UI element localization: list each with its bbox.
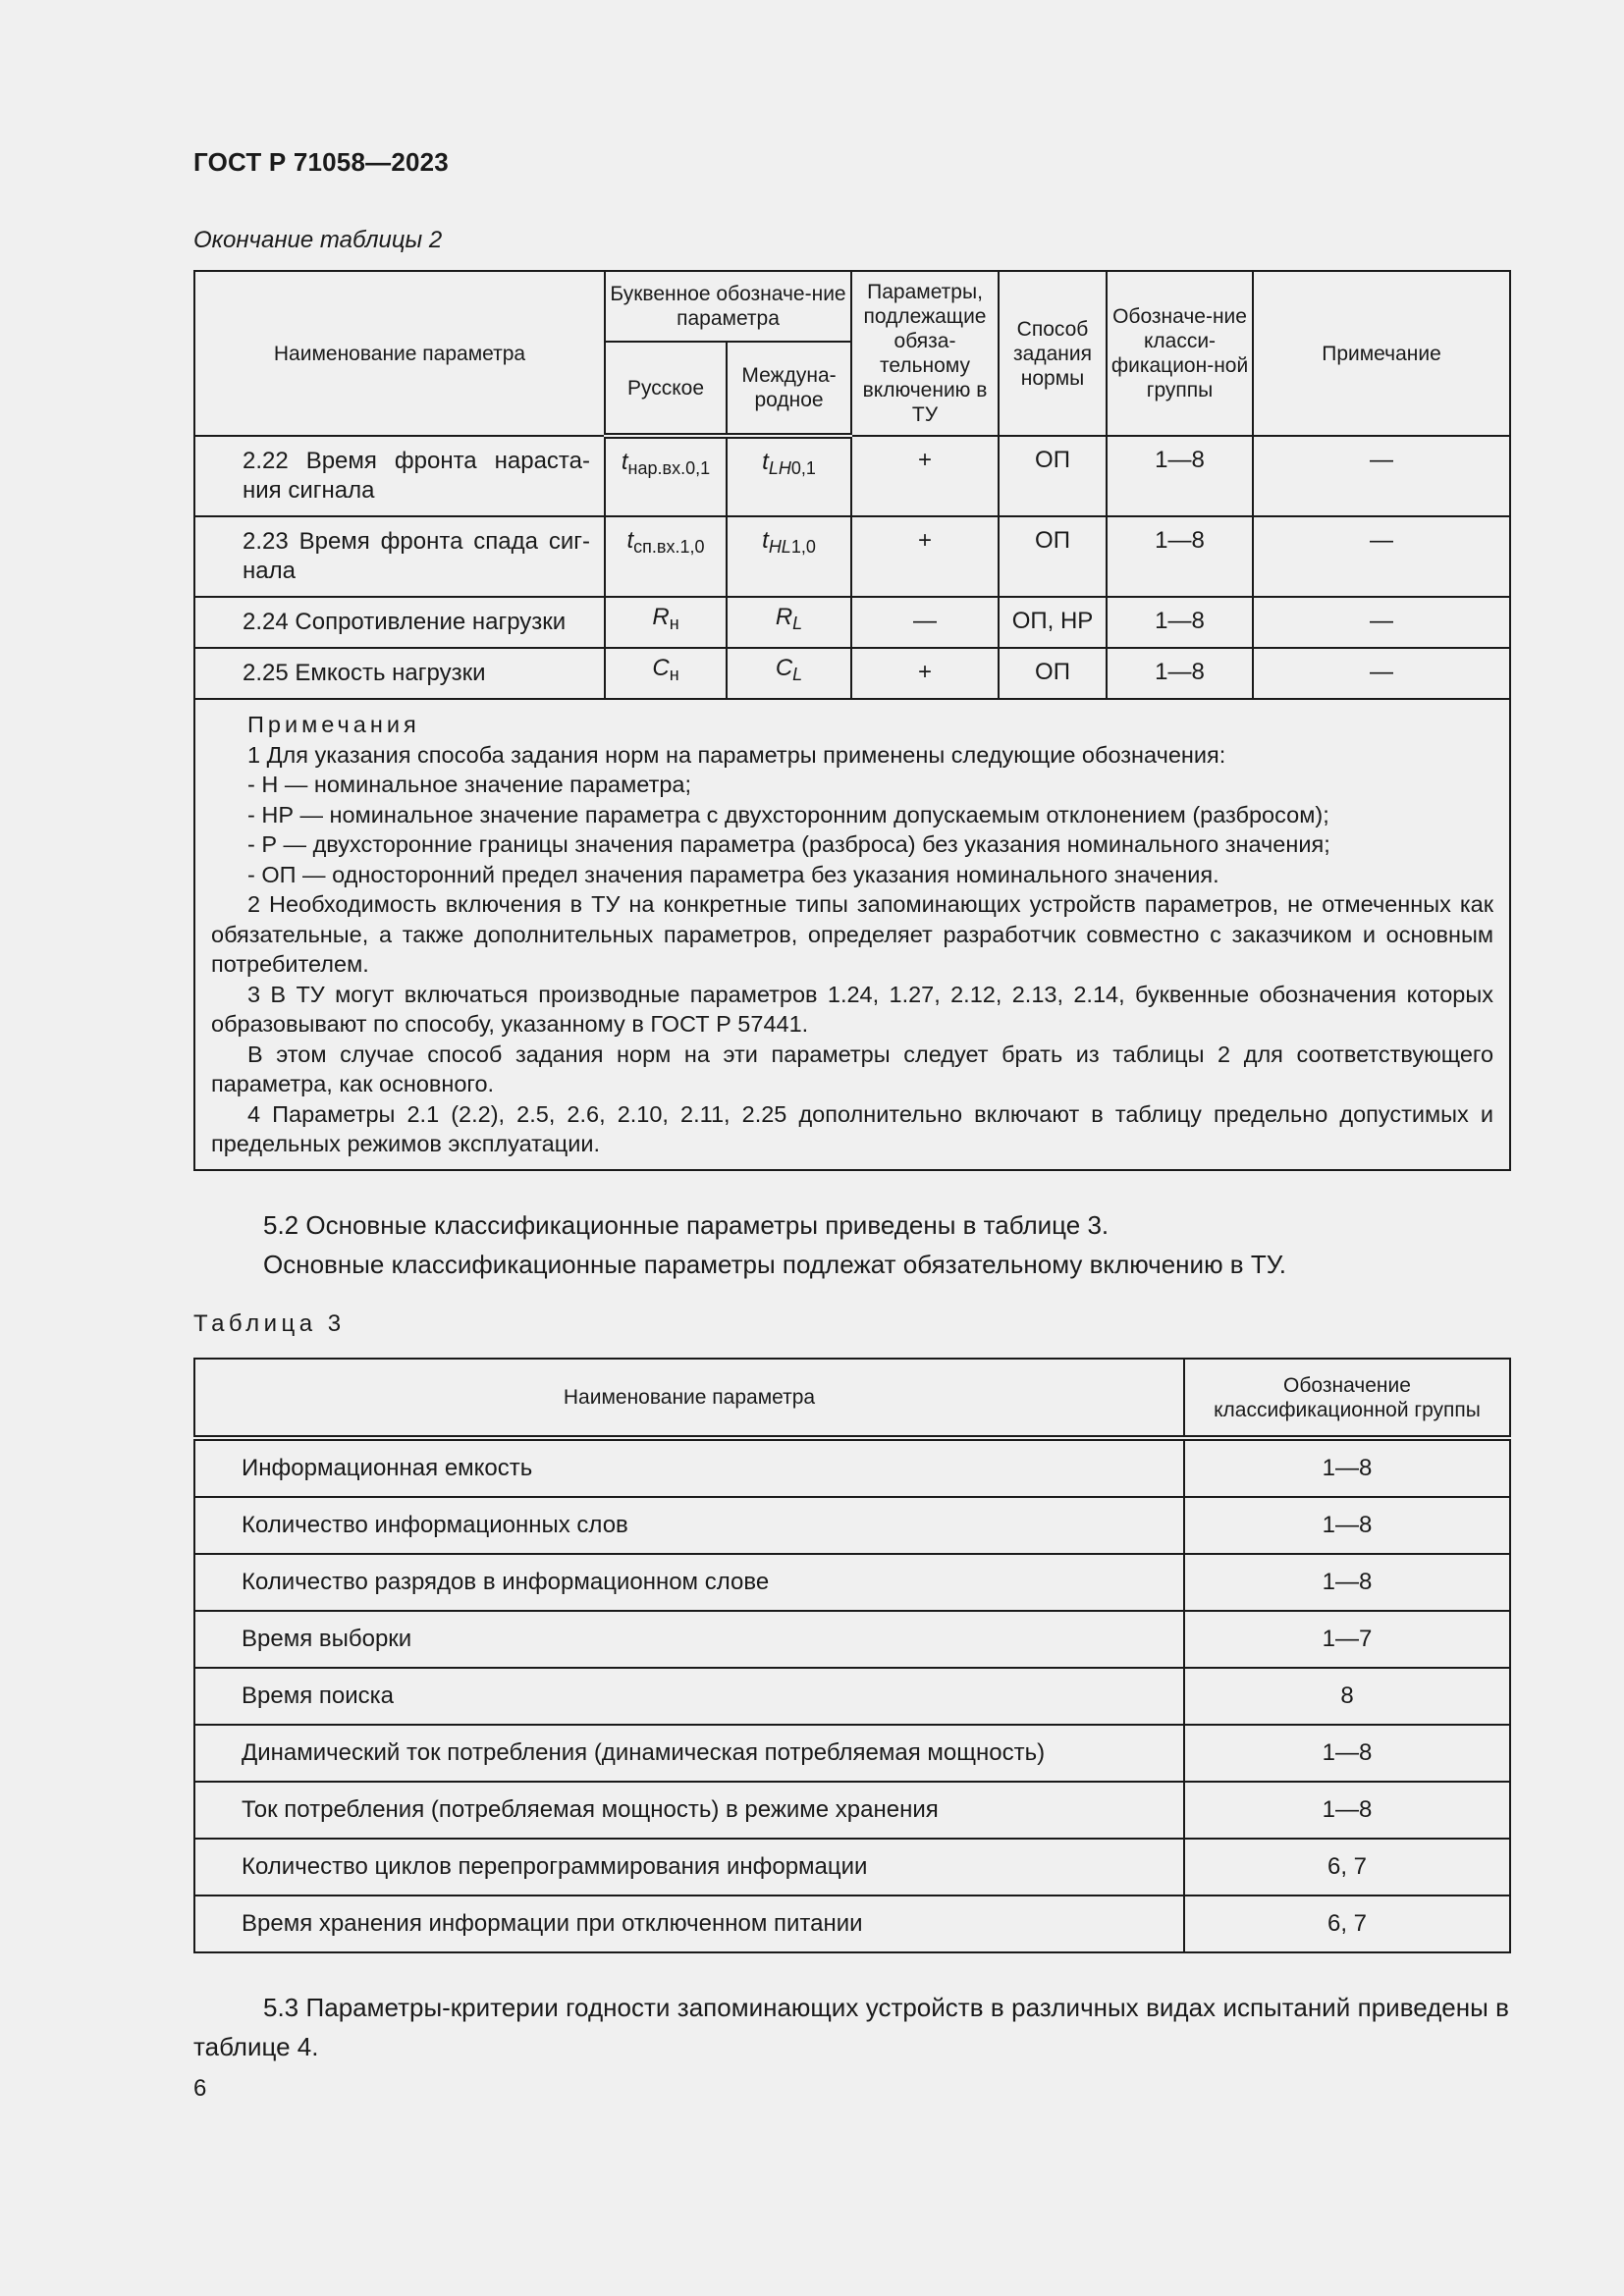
norm-method: ОП: [999, 516, 1107, 597]
table-row: [194, 1839, 1510, 1896]
param-name: Динамический ток потребления (динамическая потребляемая мощность): [194, 1725, 1184, 1782]
class-group: 1—8: [1184, 1725, 1510, 1782]
param-name: Время поиска: [194, 1668, 1184, 1725]
header-class-group: Обозначе-ние класси-фикацион-ной группы: [1107, 271, 1253, 436]
param-number: 2.24: [243, 609, 289, 635]
note: —: [1253, 597, 1510, 648]
class-group: 1—8: [1184, 1554, 1510, 1611]
header-name: Наименование параметра: [194, 1359, 1184, 1438]
table-row: [194, 1725, 1510, 1782]
param-name-cell: [194, 516, 605, 597]
mandatory-mark: +: [851, 436, 999, 516]
param-name: Время хранения информации при отключенном питании: [194, 1896, 1184, 1952]
param-name: Время выборки: [194, 1611, 1184, 1668]
table-row: [194, 516, 1510, 597]
mandatory-mark: +: [851, 516, 999, 597]
header-international: Междуна-родное: [727, 342, 851, 436]
note-3-continuation: В этом случае способ задания норм на эти параметры следует брать из таблицы 2 для соответствующего параметра, как основного.: [211, 1041, 1494, 1096]
param-name: Время фронта нараста-ния сигнала: [243, 448, 590, 504]
russian-symbol: $t_{нар.вх.0,1}$: [605, 436, 727, 516]
param-name: Сопротивление нагрузки: [295, 609, 567, 635]
note: —: [1253, 436, 1510, 516]
class-group: 1—8: [1107, 436, 1253, 516]
param-name: Время фронта спада сиг-нала: [243, 528, 590, 584]
mandatory-mark: —: [851, 597, 999, 648]
table-2: [193, 270, 1511, 1171]
header-note: Примечание: [1253, 271, 1510, 436]
table-row: [194, 597, 1510, 648]
header-letter-designation: Буквенное обозначе-ние параметра: [605, 271, 851, 342]
norm-method: ОП: [999, 648, 1107, 699]
class-group: 8: [1184, 1668, 1510, 1725]
paragraph-5-2: 5.2 Основные классификационные параметры приведены в таблице 3.: [263, 1210, 1110, 1240]
param-number: 2.22: [243, 448, 289, 474]
table-3: [193, 1358, 1511, 1953]
note-2: 2 Необходимость включения в ТУ на конкретные типы запоминающих устройств параметров, не отмеченных как обязательные, а также дополнительных параметров, определяет разработчик совместно с заказчиком и основным потребителем.: [211, 891, 1494, 977]
class-group: 1—8: [1107, 516, 1253, 597]
param-name-cell: [194, 597, 605, 648]
russian-symbol: $t_{сп.вх.1,0}$: [605, 516, 727, 597]
international-symbol: $R_L$: [727, 597, 851, 648]
table2-caption: Окончание таблицы 2: [193, 227, 443, 253]
table-row: [194, 648, 1510, 699]
table-row: [194, 1438, 1510, 1497]
param-name: Количество циклов перепрограммирования информации: [194, 1839, 1184, 1896]
note-1-item: - ОП — односторонний предел значения параметра без указания номинального значения.: [247, 861, 1219, 887]
header-name: Наименование параметра: [194, 271, 605, 436]
class-group: 1—8: [1184, 1497, 1510, 1554]
russian-symbol: $C_н$: [605, 648, 727, 699]
note: —: [1253, 516, 1510, 597]
header-russian: Русское: [605, 342, 727, 436]
class-group: 1—8: [1184, 1438, 1510, 1497]
note-1-item: - НР — номинальное значение параметра с двухсторонним допускаемым отклонением (разбросом);: [247, 801, 1329, 828]
note-4: 4 Параметры 2.1 (2.2), 2.5, 2.6, 2.10, 2.11, 2.25 дополнительно включают в таблицу предельно допустимых и предельных режимов эксплуатации.: [211, 1100, 1494, 1156]
notes-title: Примечания: [247, 712, 420, 737]
note-1: 1 Для указания способа задания норм на параметры применены следующие обозначения:: [247, 741, 1226, 768]
param-number: 2.25: [243, 660, 289, 686]
table-row: [194, 1782, 1510, 1839]
note-1-item: - Н — номинальное значение параметра;: [247, 772, 691, 797]
class-group: 6, 7: [1184, 1896, 1510, 1952]
international-symbol: $C_L$: [727, 648, 851, 699]
class-group: 1—8: [1184, 1782, 1510, 1839]
document-header: ГОСТ Р 71058—2023: [193, 147, 449, 177]
class-group: 1—7: [1184, 1611, 1510, 1668]
param-name: Количество разрядов в информационном слове: [194, 1554, 1184, 1611]
param-name-cell: [194, 648, 605, 699]
class-group: 6, 7: [1184, 1839, 1510, 1896]
table-row: [194, 1896, 1510, 1952]
param-name: Ток потребления (потребляемая мощность) в режиме хранения: [194, 1782, 1184, 1839]
header-norm-method: Способ задания нормы: [999, 271, 1107, 436]
mandatory-mark: +: [851, 648, 999, 699]
norm-method: ОП, НР: [999, 597, 1107, 648]
param-name-cell: [194, 436, 605, 516]
header-mandatory: Параметры, подлежащие обяза-тельному включению в ТУ: [851, 271, 999, 436]
note: —: [1253, 648, 1510, 699]
note-1-item: - Р — двухсторонние границы значения параметра (разброса) без указания номинального значения;: [247, 831, 1330, 857]
param-name: Емкость нагрузки: [295, 660, 486, 686]
table-row: [194, 1611, 1510, 1668]
international-symbol: $t_{LH0,1}$: [727, 436, 851, 516]
russian-symbol: $R_н$: [605, 597, 727, 648]
page-number: 6: [193, 2075, 207, 2102]
international-symbol: $t_{HL1,0}$: [727, 516, 851, 597]
table3-caption: Таблица 3: [193, 1310, 346, 1337]
table-row: [194, 436, 1510, 516]
paragraph-5-2-continuation: Основные классификационные параметры подлежат обязательному включению в ТУ.: [263, 1250, 1286, 1279]
paragraph-5-3: 5.3 Параметры-критерии годности запоминающих устройств в различных видах испытаний приведены в таблице 4.: [193, 1993, 1509, 2061]
table-notes: [194, 699, 1510, 1170]
norm-method: ОП: [999, 436, 1107, 516]
param-name: Информационная емкость: [194, 1438, 1184, 1497]
table-row: [194, 1554, 1510, 1611]
param-name: Количество информационных слов: [194, 1497, 1184, 1554]
class-group: 1—8: [1107, 597, 1253, 648]
header-class-group: Обозначение классификационной группы: [1184, 1359, 1510, 1438]
note-3: 3 В ТУ могут включаться производные параметров 1.24, 1.27, 2.12, 2.13, 2.14, буквенные обозначения которых образовывают по способу, указанному в ГОСТ Р 57441.: [211, 981, 1494, 1037]
param-number: 2.23: [243, 528, 289, 555]
table-row: [194, 1668, 1510, 1725]
table-row: [194, 1497, 1510, 1554]
class-group: 1—8: [1107, 648, 1253, 699]
